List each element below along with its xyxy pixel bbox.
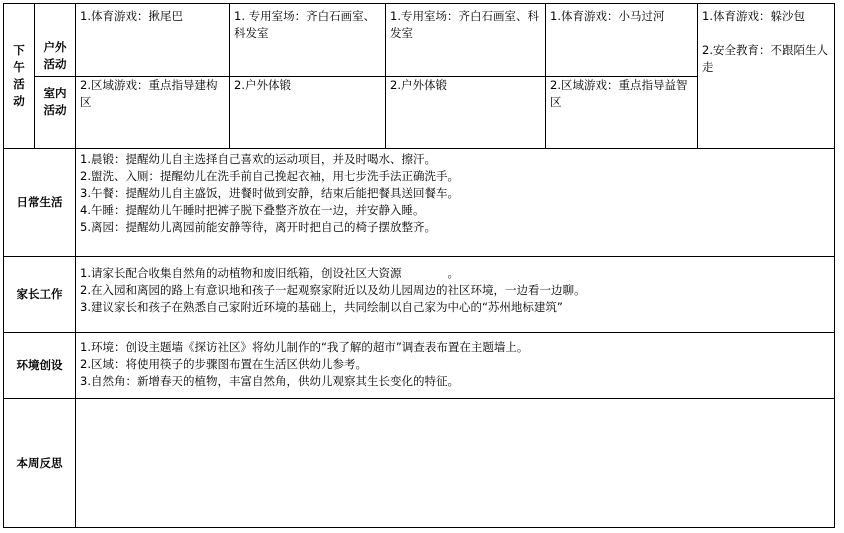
parent-work-header: 家长工作 [4,257,76,333]
activity-text: 1.体育游戏：躲沙包 [702,9,805,23]
daily-life-header: 日常生活 [4,149,76,257]
indoor-activity-header [35,77,76,149]
daily-life-content [76,149,835,257]
day4-outdoor-activity [546,4,698,77]
activity-text: 2.安全教育：不跟陌生人走 [702,43,828,74]
list-item: 4.午睡：提醒幼儿午睡时把裤子脱下叠整齐放在一边，并安静入睡。 [80,203,425,217]
outdoor-label-line: 活动 [43,57,67,71]
activity-text: 2.户外体锻 [390,78,447,92]
outdoor-label-line: 户外 [43,40,67,54]
day5-activity [698,4,835,149]
afternoon-label-char: 午 [13,60,25,74]
parent-work-content [76,257,835,333]
list-item: 3.自然角：新增春天的植物，丰富自然角，供幼儿观察其生长变化的特征。 [80,374,459,388]
day3-outdoor-activity [386,4,546,77]
reflection-header: 本周反思 [4,399,76,528]
weekly-plan-table [3,3,835,528]
indoor-label-line: 活动 [43,103,67,117]
parent-work-row [4,257,835,333]
afternoon-outdoor-row [4,4,835,77]
day2-outdoor-activity [230,4,386,77]
list-item: 3.建议家长和孩子在熟悉自己家附近环境的基础上，共同绘制以自己家为中心的“苏州地标建筑” [80,300,563,314]
reflection-content[interactable] [76,399,835,528]
afternoon-label-char: 下 [13,43,25,57]
list-item: 2.盥洗、入厕：提醒幼儿在洗手前自己挽起衣袖，用七步洗手法正确洗手。 [80,169,459,183]
list-item: 1.晨锻：提醒幼儿自主选择自己喜欢的运动项目，并及时喝水、擦汗。 [80,152,436,166]
list-item: 1.环境：创设主题墙《探访社区》将幼儿制作的“我了解的超市”调查表布置在主题墙上。 [80,340,529,354]
list-item: 3.午餐：提醒幼儿自主盛饭，进餐时做到安静，结束后能把餐具送回餐车。 [80,186,459,200]
activity-text: 2.区域游戏：重点指导益智区 [550,78,688,109]
reflection-row [4,399,835,528]
afternoon-label-char: 活 [13,77,25,91]
indoor-label-line: 室内 [43,86,67,100]
activity-text: 1.体育游戏：揪尾巴 [80,9,183,23]
outdoor-activity-header [35,4,76,77]
activity-text: 1.体育游戏：小马过河 [550,9,665,23]
activity-text: 2.区域游戏：重点指导建构区 [80,78,218,109]
environment-row [4,333,835,399]
day1-outdoor-activity [76,4,230,77]
environment-header: 环境创设 [4,333,76,399]
list-item: 2.在入园和离园的路上有意识地和孩子一起观察家附近以及幼儿园周边的社区环境，一边看一边聊。 [80,283,586,297]
activity-text: 1.专用室场：齐白石画室、科发室 [390,9,539,40]
day4-indoor-activity [546,77,698,149]
list-item: 2.区域：将使用筷子的步骤图布置在生活区供幼儿参考。 [80,357,367,371]
list-item: 5.离园：提醒幼儿离园前能安静等待，离开时把自己的椅子摆放整齐。 [80,220,436,234]
day3-indoor-activity [386,77,546,149]
afternoon-label-char: 动 [13,94,25,108]
environment-content [76,333,835,399]
day1-indoor-activity [76,77,230,149]
activity-text: 1. 专用室场：齐白石画室、科发室 [234,9,376,40]
list-item: 1.请家长配合收集自然角的动植物和废旧纸箱，创设社区大资源 。 [80,266,459,280]
day2-indoor-activity [230,77,386,149]
activity-text: 2.户外体锻 [234,78,291,92]
afternoon-activities-header [4,4,35,149]
daily-life-row [4,149,835,257]
spacer [702,25,831,42]
